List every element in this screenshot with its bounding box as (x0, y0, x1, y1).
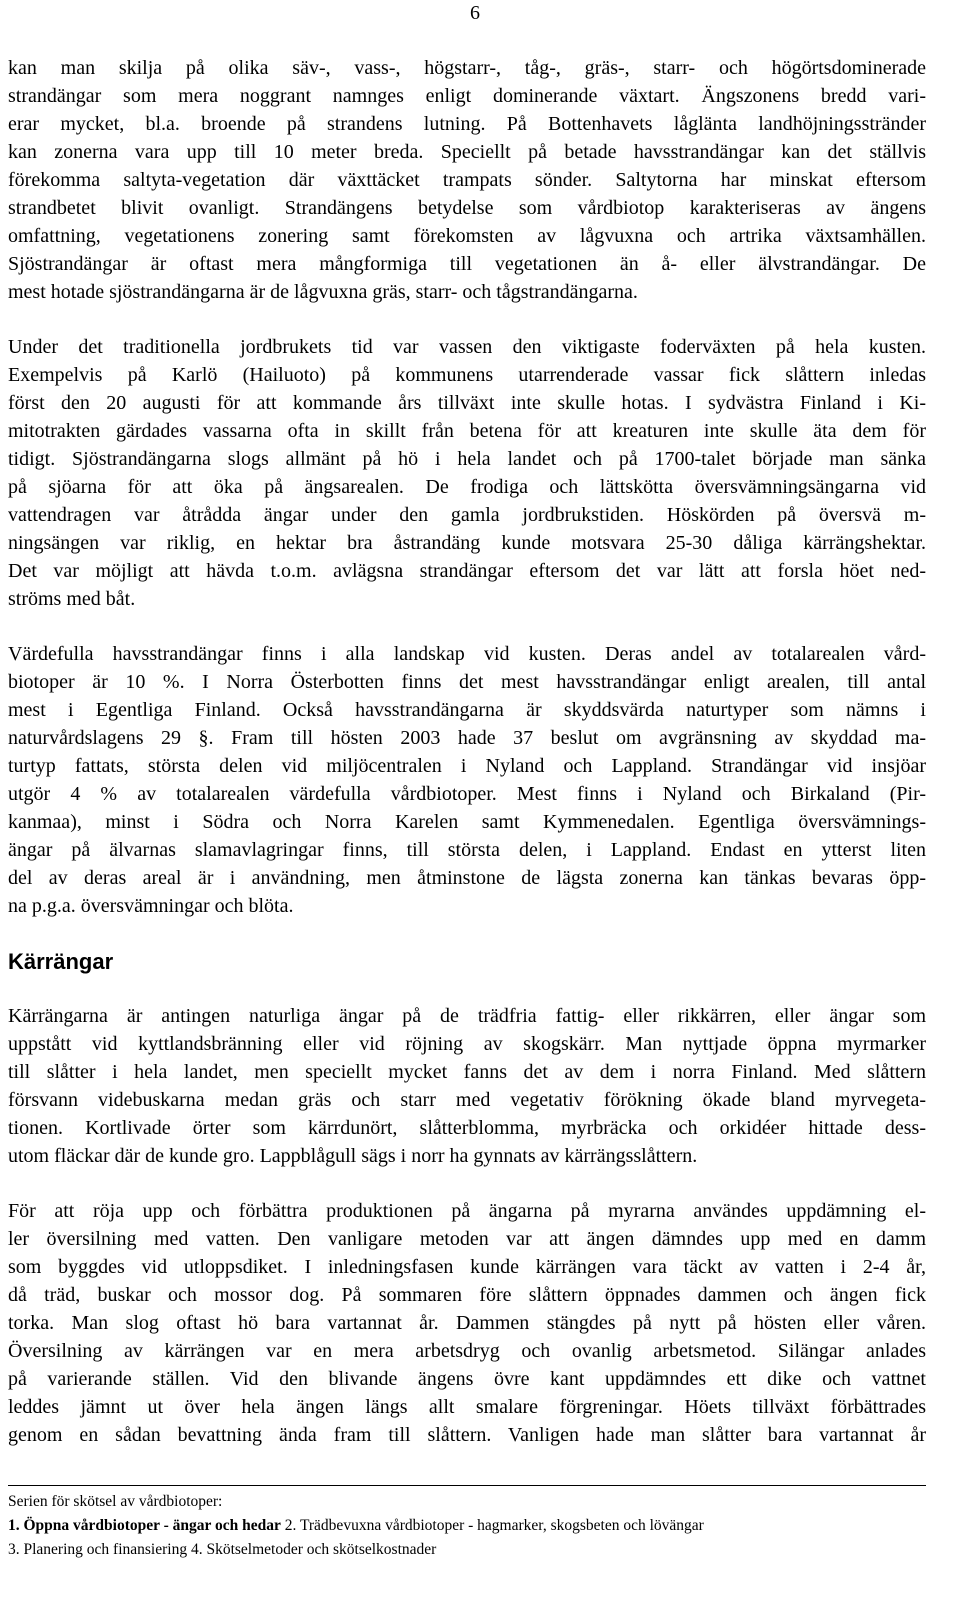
footer-series-items-2: 3. Planering och finansiering 4. Skötselmetoder och skötselkostnader (8, 1541, 437, 1558)
page-number: 6 (470, 2, 480, 24)
footer-series-label: Serien för skötsel av vårdbiotoper: (8, 1493, 223, 1510)
paragraph-gap (8, 613, 926, 640)
text-line: ängar på älvarnas slamavlagringar finns, till största delen, i Lappland. Endast en ytterst liten (8, 839, 926, 861)
paragraph (8, 1197, 926, 1449)
paragraph (8, 640, 926, 920)
text-line: omfattning, vegetationens zonering samt förekomsten av lågvuxna och artrika växtsamhällen. (8, 225, 926, 247)
text-line: mitotrakten gärdades vassarna ofta in skillt från betena för att kreaturen inte skulle äta dem för (8, 420, 926, 442)
text-line: mest i Egentliga Finland. Också havsstrandängarna är skyddsvärda naturtyper som nämns i (8, 699, 926, 721)
text-line: Under det traditionella jordbrukets tid var vassen den viktigaste foderväxten på hela kusten. (8, 336, 926, 358)
text-line: som byggdes vid utloppsdiket. I inledningsfasen kunde kärrängen vara täckt av vatten i 2-4 år, (8, 1256, 926, 1278)
paragraph (8, 333, 926, 613)
text-line: förekomma saltyta-vegetation där växttäcket trampats sönder. Saltytorna har minskat eftersom (8, 169, 926, 191)
text-line: tidigt. Sjöstrandängarna slogs allmänt på hö i hela landet och på 1700-talet började man sänka (8, 448, 926, 470)
text-line: Kärrängarna är antingen naturliga ängar på de trädfria fattig- eller rikkärren, eller ängar som (8, 1005, 926, 1027)
text-line: erar mycket, bl.a. broende på strandens lutning. På Bottenhavets låglänta landhöjningsstränder (8, 113, 926, 135)
text-line: ströms med båt. (8, 588, 136, 610)
text-line: då träd, buskar och mossor dog. På sommaren före slåttern öppnades dammen och ängen fick (8, 1284, 926, 1306)
text-line: kanmaa), minst i Södra och Norra Karelen samt Kymmenedalen. Egentliga översvämnings- (8, 811, 926, 833)
document-body (8, 54, 926, 1449)
text-line: genom en sådan bevattning ända fram till slåttern. Vanligen hade man slåtter bara vartannat år (8, 1424, 926, 1446)
text-line: först den 20 augusti för att kommande års tillväxt inte skulle hotas. I sydvästra Finland i Ki- (8, 392, 926, 414)
paragraph (8, 54, 926, 306)
paragraph (8, 1002, 926, 1170)
text-line: del av deras areal är i användning, men åtminstone de lägsta zonerna kan tänkas bevaras öpp- (8, 867, 926, 889)
text-line: kan man skilja på olika säv-, vass-, högstarr-, tåg-, gräs-, starr- och högörtsdominerade (8, 57, 926, 79)
text-line: Exempelvis på Karlö (Hailuoto) på kommunens utarrenderade vassar fick slåttern inledas (8, 364, 926, 386)
text-line: Värdefulla havsstrandängar finns i alla landskap vid kusten. Deras andel av totalarealen vård- (8, 643, 926, 665)
text-line: leddes jämnt ut över hela ängen längs allt smalare förgreningar. Höets tillväxt förbättrades (8, 1396, 926, 1418)
text-line: utgör 4 % av totalarealen värdefulla vårdbiotoper. Mest finns i Nyland och Birkaland (Pir- (8, 783, 926, 805)
text-line: utom fläckar där de kunde gro. Lappblågull sägs i norr ha gynnats av kärrängsslåttern. (8, 1145, 698, 1167)
text-line: strandbetet blivit ovanligt. Strandängens betydelse som vårdbiotop karakteriseras av ängens (8, 197, 926, 219)
text-line: Översilning av kärrängen var en mera arbetsdryg och ovanlig arbetsmetod. Silängar anlades (8, 1340, 926, 1362)
text-line: kan zonerna vara upp till 10 meter breda. Speciellt på betade havsstrandängar kan det ställvis (8, 141, 926, 163)
text-line: naturvårdslagens 29 §. Fram till hösten 2003 hade 37 beslut om avgränsning av skyddad ma- (8, 727, 926, 749)
text-line: försvann videbuskarna medan gräs och starr med vegetativ förökning ökade bland myrvegeta- (8, 1089, 926, 1111)
footer-item-current: 1. Öppna vårdbiotoper - ängar och hedar (8, 1517, 281, 1534)
text-line: För att röja upp och förbättra produktionen på ängarna på myrarna användes uppdämning el- (8, 1200, 926, 1222)
text-line: vattendragen var åtrådda ängar under den gamla jordbrukstiden. Höskörden på översvä m- (8, 504, 926, 526)
paragraph-gap (8, 920, 926, 947)
series-footer (8, 1485, 926, 1562)
paragraph-gap (8, 1170, 926, 1197)
text-line: Sjöstrandängar är oftast mera mångformiga till vegetationen än å- eller älvstrandängar. De (8, 253, 926, 275)
text-line: mest hotade sjöstrandängarna är de lågvuxna gräs, starr- och tågstrandängarna. (8, 281, 638, 303)
text-line: Det var möjligt att hävda t.o.m. avlägsna strandängar eftersom det var lätt att forsla höet ned- (8, 560, 926, 582)
text-line: uppstått vid kyttlandsbränning eller vid röjning av skogskärr. Man nyttjade öppna myrmarker (8, 1033, 926, 1055)
section-heading: Kärrängar (8, 949, 114, 974)
text-line: på varierande ställen. Vid den blivande ängens övre kant uppdämndes ett dike och vattnet (8, 1368, 926, 1390)
text-line: till slåtter i hela landet, men speciellt mycket fanns det av dem i norra Finland. Med slåttern (8, 1061, 926, 1083)
footer-series-items (8, 1514, 926, 1538)
text-line: turtyp fattats, största delen vid miljöcentralen i Nyland och Lappland. Strandängar vid insjöar (8, 755, 926, 777)
text-line: biotoper är 10 %. I Norra Österbotten finns det mest havsstrandängar enligt arealen, till antal (8, 671, 926, 693)
text-line: na p.g.a. översvämningar och blöta. (8, 895, 294, 917)
text-line: ningsängen var riklig, en hektar bra åstrandäng kunde motsvara 25-30 dåliga kärrängshektar. (8, 532, 926, 554)
text-line: tionen. Kortlivade örter som kärrdunört, slåtterblomma, myrbräcka och orkidéer hittade dess- (8, 1117, 926, 1139)
text-line: strandängar som mera noggrant namnges enligt dominerande växtart. Ängszonens bredd vari- (8, 85, 926, 107)
text-line: torka. Man slog oftast hö bara vartannat år. Dammen stängdes på nytt på hösten eller våren. (8, 1312, 926, 1334)
text-line: ler översilning med vatten. Den vanligare metoden var att ängen dämndes upp med en damm (8, 1228, 926, 1250)
footer-item-other: 2. Trädbevuxna vårdbiotoper - hagmarker, skogsbeten och lövängar (280, 1517, 704, 1534)
paragraph-gap (8, 306, 926, 333)
text-line: på sjöarna för att öka på ängsarealen. De frodiga och lättskötta översvämningsängarna vid (8, 476, 926, 498)
